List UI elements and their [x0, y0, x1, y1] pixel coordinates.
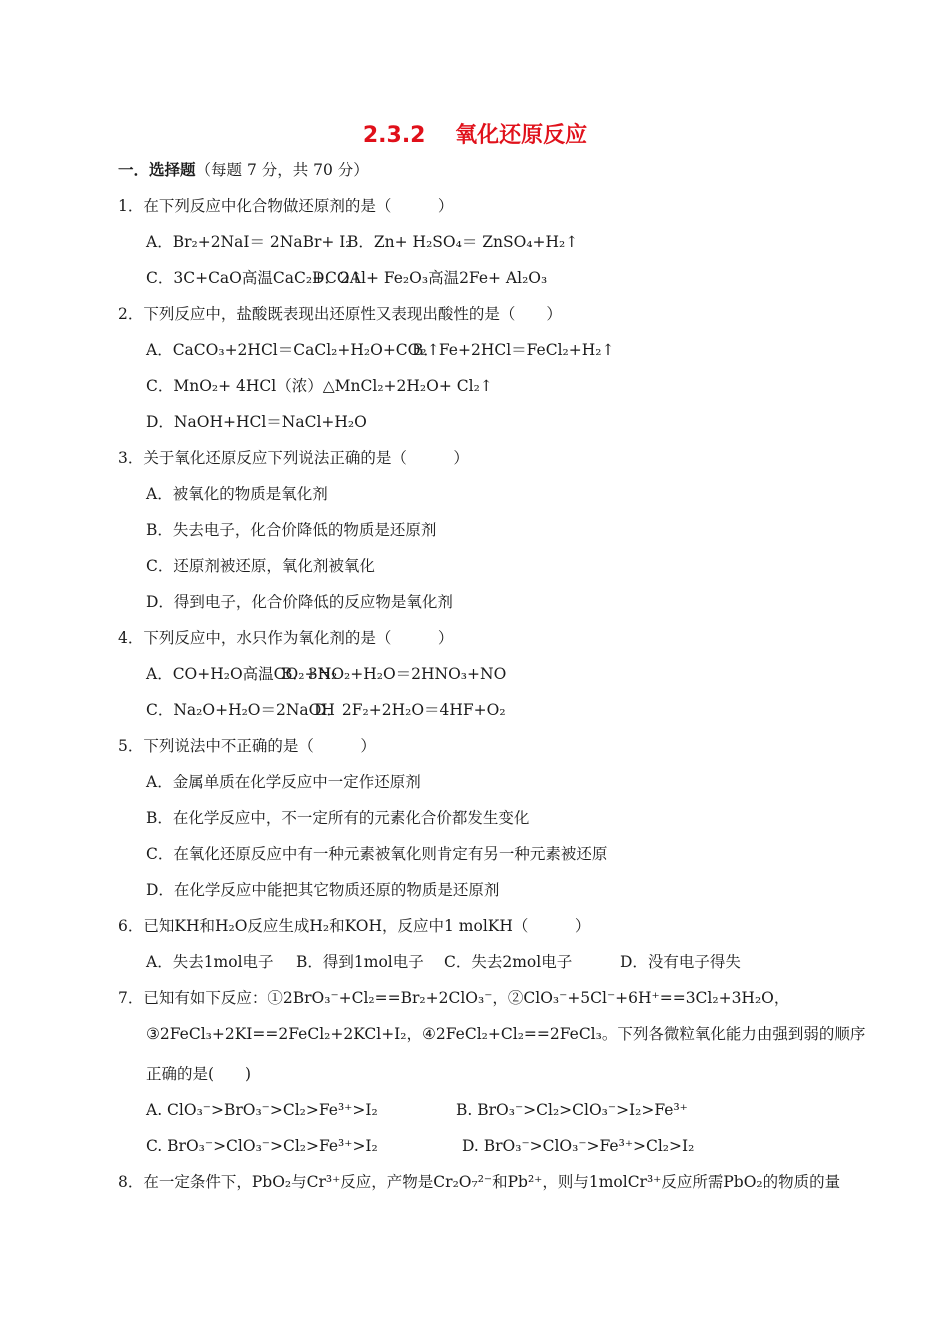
question-6-stem: 6．已知KH和H₂O反应生成H₂和KOH，反应中1 molKH（ ） — [118, 917, 591, 935]
question-4-option-a: A．CO+H₂O高温CO₂+H₂ — [146, 665, 338, 683]
question-2-option-c: C．MnO₂+ 4HCl（浓）△MnCl₂+2H₂O+ Cl₂↑ — [146, 377, 493, 395]
question-2-option-a: A．CaCO₃+2HCl＝CaCl₂+H₂O+CO₂↑ — [146, 341, 440, 359]
question-4-option-d: D．2F₂+2H₂O＝4HF+O₂ — [314, 701, 506, 719]
question-3-option-b: B．失去电子，化合价降低的物质是还原剂 — [146, 521, 437, 539]
question-5-option-c: C．在氧化还原反应中有一种元素被氧化则肯定有另一种元素被还原 — [146, 845, 608, 863]
question-7-option-a: A. ClO₃⁻>BrO₃⁻>Cl₂>Fe³⁺>I₂ — [146, 1101, 378, 1119]
question-3-option-c: C．还原剂被还原，氧化剂被氧化 — [146, 557, 375, 575]
question-2-option-b: B．Fe+2HCl＝FeCl₂+H₂↑ — [412, 341, 615, 359]
question-6-option-b: B．得到1mol电子 — [296, 953, 424, 971]
question-5-stem: 5．下列说法中不正确的是（ ） — [118, 737, 376, 755]
section-heading: 一．选择题 — [118, 160, 196, 179]
question-5-option-b: B．在化学反应中，不一定所有的元素化合价都发生变化 — [146, 809, 530, 827]
question-4-stem: 4．下列反应中，水只作为氧化剂的是（ ） — [118, 629, 454, 647]
question-7-option-d: D. BrO₃⁻>ClO₃⁻>Fe³⁺>Cl₂>I₂ — [462, 1137, 695, 1155]
question-5-option-d: D．在化学反应中能把其它物质还原的物质是还原剂 — [146, 881, 500, 899]
question-3-stem: 3．关于氧化还原反应下列说法正确的是（ ） — [118, 449, 469, 467]
section-header — [118, 160, 369, 180]
question-7-stem-line-3: 正确的是( ) — [146, 1065, 252, 1083]
question-2-option-d: D．NaOH+HCl＝NaCl+H₂O — [146, 413, 367, 431]
page-title: 2.3.2 氧化还原反应 — [362, 123, 588, 148]
question-1-option-a: A．Br₂+2NaI＝ 2NaBr+ I₂ — [146, 233, 352, 251]
question-8-stem: 8．在一定条件下，PbO₂与Cr³⁺反应，产物是Cr₂O₇²⁻和Pb²⁺，则与1molCr³⁺反应所需PbO₂的物质的量 — [118, 1173, 841, 1191]
question-7-stem-line-2: ③2FeCl₃+2KI==2FeCl₂+2KCl+I₂，④2FeCl₂+Cl₂==2FeCl₃。下列各微粒氧化能力由强到弱的顺序 — [146, 1025, 866, 1043]
question-1-option-d: D．2Al+ Fe₂O₃高温2Fe+ Al₂O₃ — [312, 269, 548, 287]
question-6-option-c: C．失去2mol电子 — [444, 953, 573, 971]
question-4-option-b: B．3NO₂+H₂O＝2HNO₃+NO — [281, 665, 507, 683]
question-1-option-b: B．Zn+ H₂SO₄＝ ZnSO₄+H₂↑ — [347, 233, 579, 251]
question-7-option-b: B. BrO₃⁻>Cl₂>ClO₃⁻>I₂>Fe³⁺ — [456, 1101, 688, 1119]
question-3-option-a: A．被氧化的物质是氧化剂 — [146, 485, 328, 503]
question-6-option-a: A．失去1mol电子 — [146, 953, 274, 971]
section-note: （每题 7 分，共 70 分） — [195, 161, 369, 179]
question-7-stem-line-1: 7．已知有如下反应：①2BrO₃⁻+Cl₂==Br₂+2ClO₃⁻，②ClO₃⁻+5Cl⁻+6H⁺==3Cl₂+3H₂O， — [118, 989, 790, 1007]
question-2-stem: 2．下列反应中，盐酸既表现出还原性又表现出酸性的是（ ） — [118, 305, 562, 323]
question-6-option-d: D．没有电子得失 — [620, 953, 741, 971]
question-1-stem: 1．在下列反应中化合物做还原剂的是（ ） — [118, 197, 454, 215]
question-5-option-a: A．金属单质在化学反应中一定作还原剂 — [146, 773, 421, 791]
question-1-option-c: C．3C+CaO高温CaC₂+CO↑ — [146, 269, 363, 287]
question-4-option-c: C．Na₂O+H₂O＝2NaOH — [146, 701, 335, 719]
question-7-option-c: C. BrO₃⁻>ClO₃⁻>Cl₂>Fe³⁺>I₂ — [146, 1137, 378, 1155]
question-3-option-d: D．得到电子，化合价降低的反应物是氧化剂 — [146, 593, 453, 611]
